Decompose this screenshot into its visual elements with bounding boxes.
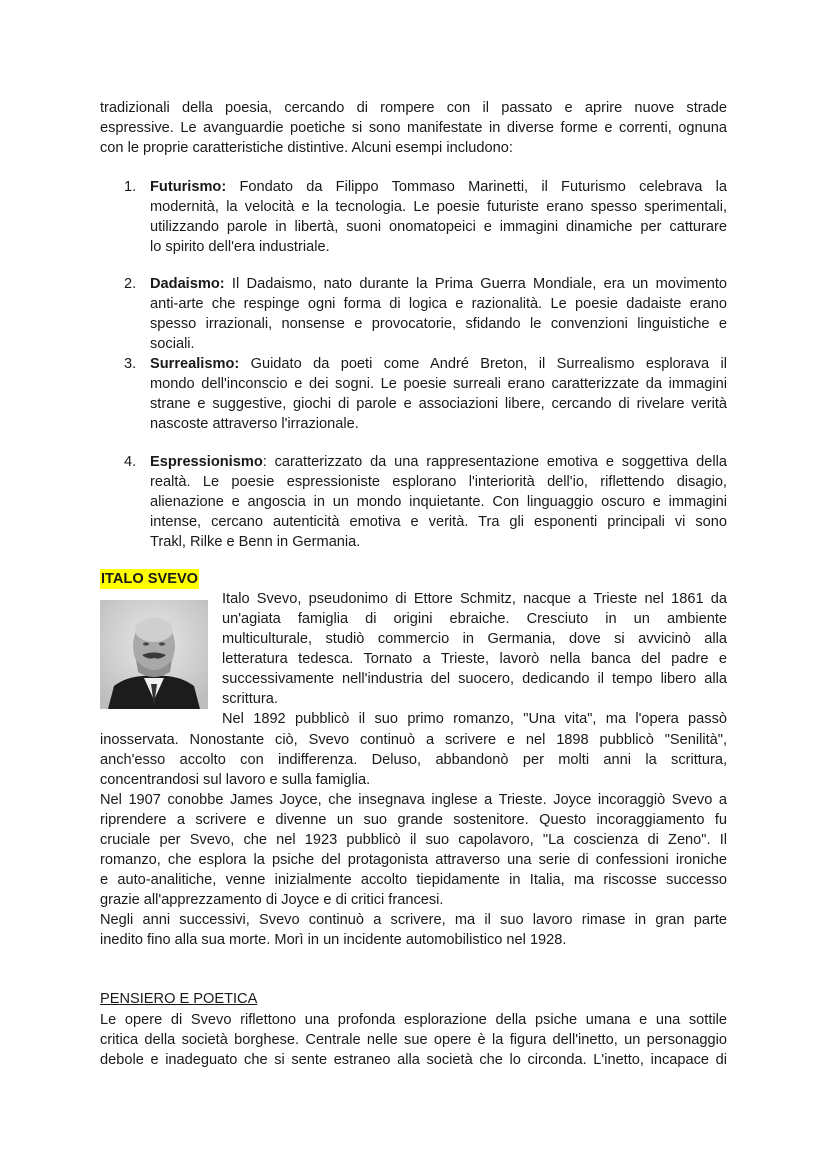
intro-paragraph: [100, 98, 727, 158]
text-line: Nel 1907 conobbe James Joyce, che insegnava inglese a Trieste. Joyce incoraggiò Svevo a: [100, 792, 727, 808]
text-line: un'agiata famiglia di origini ebraiche. Cresciuto in un ambiente: [222, 611, 727, 627]
text-line: scrittura.: [222, 691, 278, 707]
text-line: debole e inadeguato che si sente estraneo alla società che lo circonda. L'inetto, incapace di: [100, 1052, 727, 1068]
text-line: anch'esso accolto con indifferenza. Deluso, abbandonò per molti anni la scrittura,: [100, 752, 727, 768]
text-line: spesso irrazionali, nonsense e provocatorie, sfidando le convenzioni linguistiche e: [150, 316, 727, 332]
list-item-surrealismo: [124, 354, 727, 434]
section-heading-pensiero-poetica: PENSIERO E POETICA: [100, 991, 258, 1007]
text-line: alienazione e angoscia in un mondo inquietante. Con linguaggio oscuro e immagini: [150, 494, 727, 510]
text-line: successivamente nell'industria del suocero, dedicando il tempo libero alla: [222, 671, 727, 687]
text-line: sociali.: [150, 336, 195, 352]
text-line: letteratura tedesca. Tornato a Trieste, lavorò nella banca del padre e: [222, 651, 727, 667]
list-term: Futurismo:: [150, 179, 227, 195]
text-line: multiculturale, studiò commercio in Germania, dove si avvicinò alla: [222, 631, 727, 647]
svevo-bio-full: [100, 730, 727, 950]
text-line: [150, 274, 727, 294]
italo-svevo-portrait: [100, 600, 208, 709]
svevo-bio-side: [222, 589, 727, 729]
list-item-espressionismo: [124, 452, 727, 552]
text-line: Le opere di Svevo riflettono una profonda esplorazione della psiche umana e una sottile: [100, 1012, 727, 1028]
text-line: critica della società borghese. Centrale nelle sue opere è la figura dell'inetto, un personaggio: [100, 1032, 727, 1048]
text-line: anti-arte che respinge ogni forma di logica e razionalità. Le poesie dadaiste erano: [150, 296, 727, 312]
list-text: : caratterizzato da una rappresentazione emotiva e soggettiva della: [262, 454, 727, 470]
text-line: mondo dell'inconscio e dei sogni. Le poesie surreali erano caratterizzate da immagini: [150, 376, 727, 392]
text-line: inedito fino alla sua morte. Morì in un incidente automobilistico nel 1928.: [100, 932, 567, 948]
text-line: con le proprie caratteristiche distintive. Alcuni esempi includono:: [100, 140, 513, 156]
text-line: [150, 354, 727, 374]
list-number: 1.: [124, 179, 137, 195]
text-line: Trakl, Rilke e Benn in Germania.: [150, 534, 361, 550]
text-line: [150, 452, 727, 472]
text-line: intense, cercano autenticità emotiva e verità. Tra gli esponenti principali vi sono: [150, 514, 727, 530]
text-line: e auto-analitiche, venne inizialmente accolto tiepidamente in Italia, ma riscosse successo: [100, 872, 727, 888]
list-number: 4.: [124, 454, 137, 470]
text-line: tradizionali della poesia, cercando di rompere con il passato e aprire nuove strade: [100, 100, 727, 116]
text-line: lo spirito dell'era industriale.: [150, 239, 330, 255]
list-text: Fondato da Filippo Tommaso Marinetti, il Futurismo celebrava la: [226, 179, 727, 195]
list-term: Surrealismo:: [150, 356, 240, 372]
poetica-paragraph: [100, 1010, 727, 1070]
text-line: utilizzando parole in libertà, suoni onomatopeici e immagini dinamiche per catturare: [150, 219, 727, 235]
text-line: concentrandosi sul lavoro e sulla famiglia.: [100, 772, 371, 788]
text-line: romanzo, che esplora la psiche del protagonista attraverso una serie di confessioni ironiche: [100, 852, 727, 868]
list-text: Il Dadaismo, nato durante la Prima Guerra Mondiale, era un movimento: [224, 276, 727, 292]
text-line: Nel 1892 pubblicò il suo primo romanzo, "Una vita", ma l'opera passò: [222, 711, 727, 727]
text-line: grazie all'apprezzamento di Joyce e di critici francesi.: [100, 892, 444, 908]
text-line: [150, 177, 727, 197]
text-line: Italo Svevo, pseudonimo di Ettore Schmitz, nacque a Trieste nel 1861 da: [222, 591, 727, 607]
text-line: espressive. Le avanguardie poetiche si sono manifestate in diverse forme e correnti, ognuna: [100, 120, 727, 136]
list-term: Dadaismo:: [150, 276, 225, 292]
text-line: modernità, la velocità e la tecnologia. Le poesie futuriste erano spesso sperimentali,: [150, 199, 727, 215]
text-line: riprendere a scrivere e divenne un suo grande sostenitore. Questo incoraggiamento fu: [100, 812, 727, 828]
text-line: cruciale per Svevo, che nel 1923 pubblicò il suo capolavoro, "La coscienza di Zeno". Il: [100, 832, 727, 848]
list-text: Guidato da poeti come André Breton, il Surrealismo esplorava il: [239, 356, 727, 372]
text-line: realtà. Le poesie espressioniste esplorano l'interiorità dell'io, riflettendo disagio,: [150, 474, 727, 490]
list-number: 3.: [124, 356, 137, 372]
text-line: inosservata. Nonostante ciò, Svevo continuò a scrivere e nel 1898 pubblicò "Senilità",: [100, 732, 727, 748]
list-item-futurismo: [124, 177, 727, 257]
section-heading-italo-svevo: ITALO SVEVO: [101, 571, 199, 587]
text-line: nascoste attraverso l'irrazionale.: [150, 416, 359, 432]
list-number: 2.: [124, 276, 137, 292]
list-term: Espressionismo: [150, 454, 263, 470]
text-line: strane e suggestive, giochi di parole e associazioni libere, cercando di rivelare verità: [150, 396, 727, 412]
text-line: Negli anni successivi, Svevo continuò a scrivere, ma il suo lavoro rimase in gran parte: [100, 912, 727, 928]
list-item-dadaismo: [124, 274, 727, 354]
